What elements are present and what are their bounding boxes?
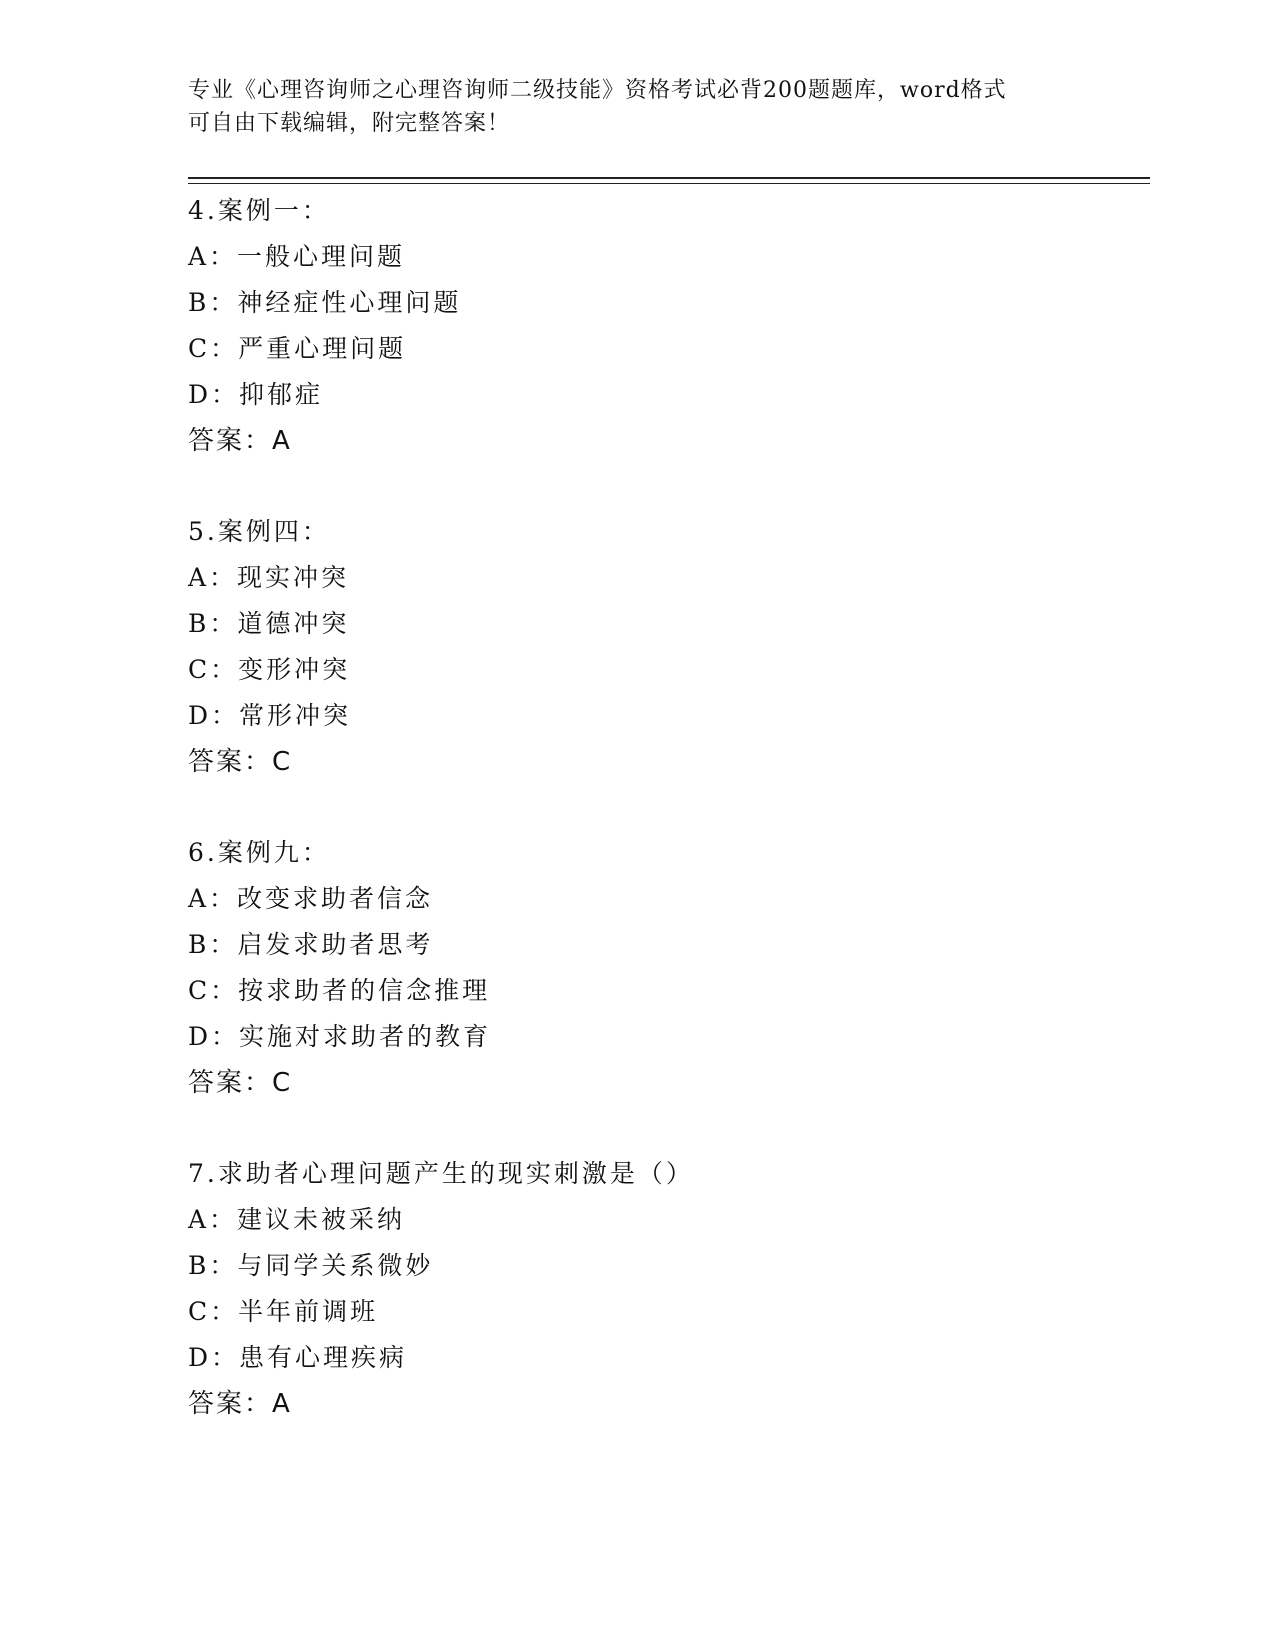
- question-list: [188, 188, 1148, 1472]
- option-c: C：按求助者的信念推理: [188, 976, 491, 1005]
- option-a: A：现实冲突: [188, 563, 350, 592]
- question-item: [188, 1151, 1148, 1427]
- option-b: B：道德冲突: [188, 609, 350, 638]
- option-c: C：变形冲突: [188, 655, 351, 684]
- option-b: B：与同学关系微妙: [188, 1251, 434, 1280]
- header-divider-thick: [188, 177, 1150, 179]
- option-a: A：建议未被采纳: [188, 1205, 406, 1234]
- option-d: D：实施对求助者的教育: [188, 1022, 492, 1051]
- option-c: C：半年前调班: [188, 1297, 379, 1326]
- option-a: A：改变求助者信念: [188, 884, 434, 913]
- question-item: [188, 188, 1148, 464]
- question-stem: 7.求助者心理问题产生的现实刺激是（）: [188, 1159, 694, 1188]
- option-d: D：患有心理疾病: [188, 1343, 408, 1372]
- question-item: [188, 830, 1148, 1106]
- header-line-2: 可自由下载编辑，附完整答案！: [188, 111, 511, 136]
- answer-line: 答案：C: [188, 1068, 293, 1098]
- answer-line: 答案：A: [188, 426, 292, 456]
- question-item: [188, 509, 1148, 785]
- header-line-1: 专业《心理咨询师之心理咨询师二级技能》资格考试必背200题题库，word格式: [188, 78, 1007, 103]
- option-c: C：严重心理问题: [188, 334, 407, 363]
- option-b: B：神经症性心理问题: [188, 288, 462, 317]
- option-b: B：启发求助者思考: [188, 930, 434, 959]
- document-header: [188, 74, 1088, 140]
- question-stem: 6.案例九：: [188, 838, 330, 867]
- option-a: A：一般心理问题: [188, 242, 406, 271]
- answer-line: 答案：A: [188, 1389, 292, 1419]
- option-d: D：常形冲突: [188, 701, 352, 730]
- answer-line: 答案：C: [188, 747, 293, 777]
- option-d: D：抑郁症: [188, 380, 324, 409]
- question-stem: 5.案例四：: [188, 517, 330, 546]
- header-divider-thin: [188, 183, 1150, 184]
- question-stem: 4.案例一：: [188, 196, 330, 225]
